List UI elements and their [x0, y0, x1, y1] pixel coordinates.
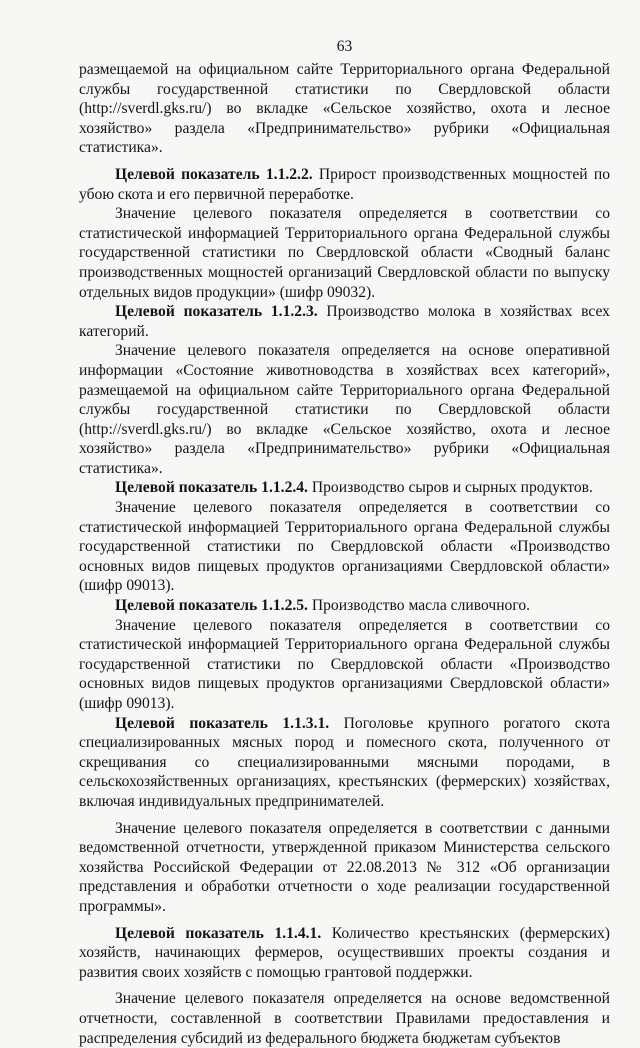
indicator-heading — [79, 714, 610, 812]
paragraph-text: Значение целевого показателя определяется в соответствии со статистической информацией Территориального органа Федеральной службы государственной статистики по Свердловской области «Сводный баланс производственных мощностей организаций Свердловской области по выпуску отдельных видов продукции» (шифр 09032). — [79, 205, 610, 301]
indicator-heading — [79, 924, 610, 983]
indicator-description — [79, 616, 610, 714]
indicator-title: Производство сыров и сырных продуктов. — [307, 479, 593, 497]
paragraph-text: Значение целевого показателя определяется на основе ведомственной отчетности, составленной в соответствии Правилами предоставления и распределения субсидий из федерального бюджета бюджетам субъектов — [79, 990, 610, 1047]
paragraph-text: Значение целевого показателя определяется на основе оперативной информации «Состояние животноводства в хозяйствах всех категорий», размещаемой на официальном сайте Территориального органа Федеральной службы государственной статистики по Свердловской области (http://sverdl.gks.ru/) во вкладке «Сельское хозяйство, охота и лесное хозяйство» раздела «Предпринимательство» рубрики «Официальная статистика». — [79, 342, 610, 477]
indicator-heading — [79, 302, 610, 341]
paragraph-continuation — [79, 60, 610, 158]
indicator-title: Производство молока в хозяйствах всех категорий. — [79, 303, 610, 340]
indicator-description — [79, 341, 610, 478]
indicator-description — [79, 989, 610, 1048]
paragraph-text: размещаемой на официальном сайте Территориального органа Федеральной службы государственной статистики по Свердловской области (http://sverdl.gks.ru/) во вкладке «Сельское хозяйство, охота и лесное хозяйство» раздела «Предпринимательство» рубрики «Официальная статистика». — [79, 61, 610, 157]
paragraph-text: Значение целевого показателя определяется в соответствии со статистической информацией Территориального органа Федеральной службы государственной статистики по Свердловской области «Производство основных видов пищевых продуктов организациями Свердловской области» (шифр 09013). — [79, 616, 610, 712]
indicator-title: Поголовье крупного рогатого скота специализированных мясных пород и помесного скота, полученного от скрещивания со специализированными мясными породами, в сельскохозяйственных организациях, крестьянских (фермерских) хозяйствах, включая индивидуальных предпринимателей. — [79, 714, 610, 810]
indicator-label: Целевой показатель 1.1.2.2. — [115, 165, 313, 183]
indicator-description — [79, 498, 610, 596]
indicator-label: Целевой показатель 1.1.2.3. — [115, 303, 318, 321]
indicator-title: Производство масла сливочного. — [307, 597, 531, 615]
indicator-heading — [79, 478, 610, 498]
indicator-label: Целевой показатель 1.1.3.1. — [115, 714, 330, 732]
paragraph-text: Значение целевого показателя определяется в соответствии с данными ведомственной отчетности, утвержденной приказом Министерства сельского хозяйства Российской Федерации от 22.08.2013 № 312 «Об организации представления и обработки отчетности о ходе реализации государственной программы». — [79, 819, 610, 915]
page-number: 63 — [336, 38, 353, 55]
indicator-heading — [79, 165, 610, 204]
paragraph-text: Значение целевого показателя определяется в соответствии со статистической информацией Территориального органа Федеральной службы государственной статистики по Свердловской области «Производство основных видов пищевых продуктов организациями Свердловской области» (шифр 09013). — [79, 499, 610, 595]
indicator-label: Целевой показатель 1.1.2.4. — [115, 479, 308, 497]
indicator-label: Целевой показатель 1.1.4.1. — [115, 924, 322, 942]
indicator-title: Количество крестьянских (фермерских) хозяйств, начинающих фермеров, осуществивших проекты создания и развития своих хозяйств с помощью грантовой поддержки. — [79, 924, 610, 981]
indicator-description — [79, 819, 610, 917]
indicator-title: Прирост производственных мощностей по убою скота и его первичной переработке. — [79, 165, 610, 203]
indicator-description — [79, 204, 610, 302]
indicator-label: Целевой показатель 1.1.2.5. — [115, 597, 308, 615]
indicator-heading — [79, 596, 610, 616]
